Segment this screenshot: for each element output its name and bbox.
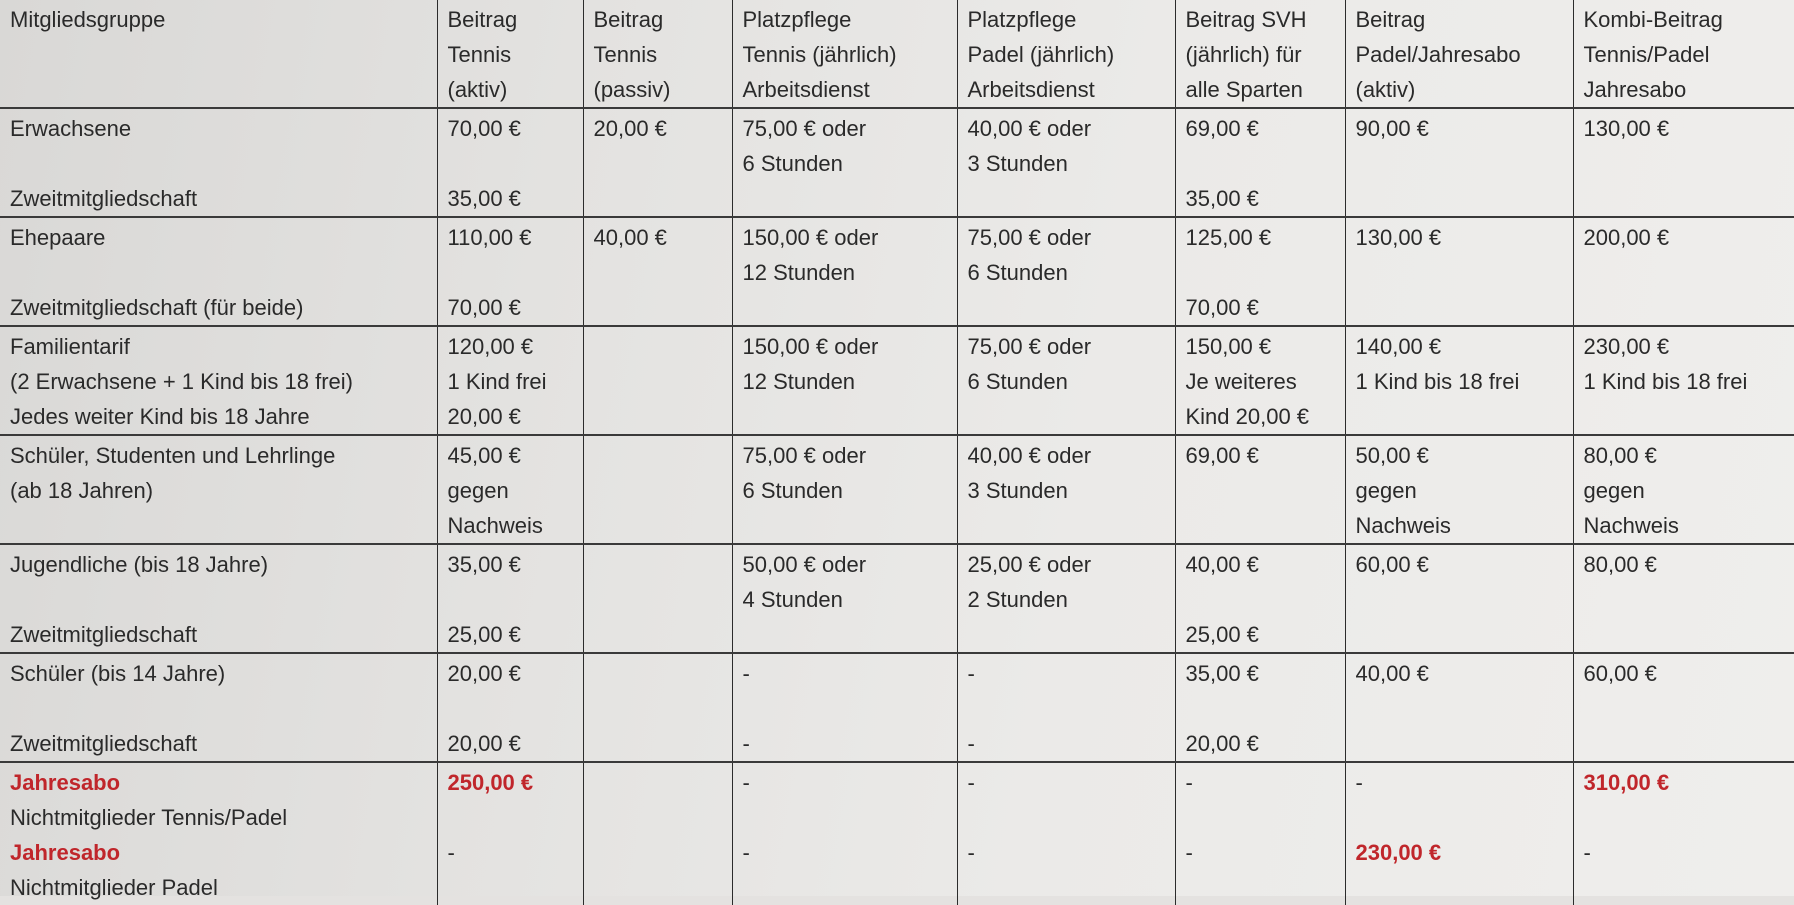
cell-tennis-passiv xyxy=(583,435,732,544)
cell-line: - xyxy=(967,731,975,756)
cell-platzpflege-tennis xyxy=(732,435,957,544)
cell-line: 40,00 € oder xyxy=(967,443,1092,468)
cell-line: Zweitmitgliedschaft xyxy=(10,186,198,211)
cell-platzpflege-tennis xyxy=(732,217,957,326)
header-line: Tennis xyxy=(593,42,658,67)
cell-line: 40,00 € oder xyxy=(967,116,1092,141)
cell-line: 70,00 € xyxy=(1185,295,1259,320)
cell-tennis-aktiv xyxy=(437,435,583,544)
cell-line: 69,00 € xyxy=(1185,443,1259,468)
cell-line xyxy=(594,438,722,473)
cell-padel xyxy=(1345,326,1573,435)
cell-kombi xyxy=(1573,217,1794,326)
header-line: Arbeitsdienst xyxy=(967,77,1095,102)
cell-svh xyxy=(1175,435,1345,544)
cell-group xyxy=(0,108,437,217)
cell-padel xyxy=(1345,217,1573,326)
cell-padel xyxy=(1345,108,1573,217)
table-row-jahresabo xyxy=(0,762,1794,905)
cell-tennis-passiv xyxy=(583,108,732,217)
cell-line: Zweitmitgliedschaft xyxy=(10,622,198,647)
cell-line: Je weiteres xyxy=(1185,369,1297,394)
cell-padel xyxy=(1345,762,1573,905)
cell-svh xyxy=(1175,762,1345,905)
header-line: Beitrag xyxy=(447,7,518,32)
cell-line xyxy=(10,146,427,181)
cell-line xyxy=(594,547,722,582)
cell-line: 35,00 € xyxy=(1185,661,1259,686)
cell-line: 20,00 € xyxy=(593,116,667,141)
cell-platzpflege-padel xyxy=(957,653,1175,762)
cell-line: 35,00 € xyxy=(447,552,521,577)
cell-padel xyxy=(1345,544,1573,653)
cell-line: - xyxy=(1185,840,1193,865)
cell-line: - xyxy=(742,731,750,756)
cell-line: 25,00 € xyxy=(447,622,521,647)
cell-line: Jedes weiter Kind bis 18 Jahre xyxy=(10,404,310,429)
header-beitrag-tennis-aktiv xyxy=(437,0,583,108)
cell-line xyxy=(743,800,947,835)
cell-line: Schüler, Studenten und Lehrlinge xyxy=(10,443,336,468)
cell-line xyxy=(594,656,722,691)
cell-line xyxy=(10,691,427,726)
cell-line: 125,00 € xyxy=(1185,225,1272,250)
cell-group xyxy=(0,762,437,905)
cell-kombi xyxy=(1573,435,1794,544)
cell-line: 80,00 € xyxy=(1583,552,1657,577)
cell-line: Nachweis xyxy=(447,513,543,538)
cell-group xyxy=(0,653,437,762)
header-platzpflege-tennis xyxy=(732,0,957,108)
cell-line: 40,00 € xyxy=(593,225,667,250)
cell-svh xyxy=(1175,544,1345,653)
cell-line: - xyxy=(1355,770,1363,795)
cell-platzpflege-tennis xyxy=(732,544,957,653)
cell-platzpflege-padel xyxy=(957,217,1175,326)
cell-group xyxy=(0,217,437,326)
cell-line: - xyxy=(742,661,750,686)
cell-platzpflege-padel xyxy=(957,108,1175,217)
cell-line: Nachweis xyxy=(1583,513,1679,538)
cell-line: 75,00 € oder xyxy=(742,443,867,468)
cell-line: gegen xyxy=(447,478,509,503)
cell-svh xyxy=(1175,217,1345,326)
cell-line xyxy=(1356,800,1563,835)
cell-platzpflege-padel xyxy=(957,544,1175,653)
cell-line: Kind 20,00 € xyxy=(1185,404,1310,429)
header-platzpflege-padel xyxy=(957,0,1175,108)
cell-line: 150,00 € oder xyxy=(742,225,879,250)
cell-line xyxy=(448,146,573,181)
cell-line-highlight: 230,00 € xyxy=(1355,840,1442,865)
cell-line: 140,00 € xyxy=(1355,334,1442,359)
cell-line xyxy=(743,691,947,726)
cell-line: Erwachsene xyxy=(10,116,132,141)
cell-platzpflege-tennis xyxy=(732,653,957,762)
cell-line: 6 Stunden xyxy=(967,260,1068,285)
cell-line xyxy=(1186,582,1335,617)
cell-tennis-aktiv xyxy=(437,544,583,653)
cell-tennis-passiv xyxy=(583,544,732,653)
header-line: Arbeitsdienst xyxy=(742,77,870,102)
cell-line: 1 Kind bis 18 frei xyxy=(1355,369,1520,394)
cell-line: 40,00 € xyxy=(1355,661,1429,686)
cell-line: 150,00 € oder xyxy=(742,334,879,359)
cell-line xyxy=(448,582,573,617)
cell-line: 12 Stunden xyxy=(742,369,856,394)
header-beitrag-padel xyxy=(1345,0,1573,108)
header-line: Tennis (jährlich) xyxy=(742,42,897,67)
header-line: Tennis/Padel xyxy=(1583,42,1710,67)
cell-line: Zweitmitgliedschaft xyxy=(10,731,198,756)
cell-line: 45,00 € xyxy=(447,443,521,468)
cell-line: 1 Kind bis 18 frei xyxy=(1583,369,1748,394)
cell-line: 70,00 € xyxy=(447,295,521,320)
cell-line: - xyxy=(967,661,975,686)
cell-platzpflege-tennis xyxy=(732,108,957,217)
cell-padel xyxy=(1345,435,1573,544)
cell-line: - xyxy=(967,770,975,795)
cell-platzpflege-padel xyxy=(957,326,1175,435)
header-line: Beitrag xyxy=(593,7,664,32)
header-line: Beitrag xyxy=(1355,7,1426,32)
cell-line: (ab 18 Jahren) xyxy=(10,478,154,503)
cell-padel xyxy=(1345,653,1573,762)
cell-tennis-passiv xyxy=(583,217,732,326)
cell-line xyxy=(1186,146,1335,181)
cell-line: 70,00 € xyxy=(447,116,521,141)
cell-line: gegen xyxy=(1583,478,1645,503)
cell-tennis-aktiv xyxy=(437,217,583,326)
header-line: (passiv) xyxy=(593,77,671,102)
cell-line: 35,00 € xyxy=(1185,186,1259,211)
cell-line xyxy=(1186,255,1335,290)
cell-line: 120,00 € xyxy=(447,334,534,359)
cell-line: 60,00 € xyxy=(1355,552,1429,577)
cell-line-highlight: Jahresabo xyxy=(10,770,121,795)
cell-line xyxy=(968,800,1165,835)
cell-line: 230,00 € xyxy=(1583,334,1670,359)
cell-line xyxy=(594,765,722,800)
cell-kombi xyxy=(1573,108,1794,217)
cell-line: - xyxy=(1185,770,1193,795)
header-line: Platzpflege xyxy=(742,7,852,32)
cell-line: 69,00 € xyxy=(1185,116,1259,141)
table-row-jugendliche xyxy=(0,544,1794,653)
cell-line: 60,00 € xyxy=(1583,661,1657,686)
cell-line: 80,00 € xyxy=(1583,443,1657,468)
cell-tennis-passiv xyxy=(583,326,732,435)
cell-line: - xyxy=(967,840,975,865)
cell-kombi xyxy=(1573,326,1794,435)
cell-line: 35,00 € xyxy=(447,186,521,211)
header-line: Platzpflege xyxy=(967,7,1077,32)
table-row-schueler-studenten xyxy=(0,435,1794,544)
cell-line-highlight: 250,00 € xyxy=(447,770,534,795)
cell-platzpflege-tennis xyxy=(732,762,957,905)
cell-line: Familientarif xyxy=(10,334,130,359)
cell-line: 75,00 € oder xyxy=(967,334,1092,359)
header-line: (jährlich) für xyxy=(1185,42,1302,67)
cell-line: 6 Stunden xyxy=(967,369,1068,394)
header-line: Beitrag SVH xyxy=(1185,7,1307,32)
cell-line: 1 Kind frei xyxy=(447,369,547,394)
cell-line: 200,00 € xyxy=(1583,225,1670,250)
cell-line xyxy=(1584,800,1785,835)
cell-platzpflege-padel xyxy=(957,762,1175,905)
cell-line: 130,00 € xyxy=(1583,116,1670,141)
cell-platzpflege-padel xyxy=(957,435,1175,544)
cell-platzpflege-tennis xyxy=(732,326,957,435)
cell-line: Nichtmitglieder Padel xyxy=(10,875,218,900)
header-mitgliedsgruppe xyxy=(0,0,437,108)
cell-line: Zweitmitgliedschaft (für beide) xyxy=(10,295,304,320)
cell-line: 110,00 € xyxy=(447,225,532,250)
cell-line: 6 Stunden xyxy=(742,151,843,176)
header-line: (aktiv) xyxy=(447,77,508,102)
cell-line xyxy=(448,255,573,290)
cell-line: - xyxy=(447,840,455,865)
header-line: Mitgliedsgruppe xyxy=(10,7,166,32)
cell-line-highlight: Jahresabo xyxy=(10,840,121,865)
header-kombi-beitrag xyxy=(1573,0,1794,108)
cell-line xyxy=(10,255,427,290)
header-line: Padel/Jahresabo xyxy=(1355,42,1521,67)
cell-line: Jugendliche (bis 18 Jahre) xyxy=(10,552,269,577)
cell-line: 2 Stunden xyxy=(967,587,1068,612)
table-row-schueler xyxy=(0,653,1794,762)
cell-line: 3 Stunden xyxy=(967,151,1068,176)
cell-line: 90,00 € xyxy=(1355,116,1429,141)
header-line: alle Sparten xyxy=(1185,77,1303,102)
cell-kombi xyxy=(1573,544,1794,653)
cell-line: 50,00 € xyxy=(1355,443,1429,468)
header-beitrag-svh xyxy=(1175,0,1345,108)
cell-line-highlight: 310,00 € xyxy=(1583,770,1670,795)
cell-line xyxy=(968,691,1165,726)
header-beitrag-tennis-passiv xyxy=(583,0,732,108)
cell-line: 20,00 € xyxy=(447,731,521,756)
cell-line: Schüler (bis 14 Jahre) xyxy=(10,661,226,686)
cell-line: 75,00 € oder xyxy=(742,116,867,141)
cell-line: Ehepaare xyxy=(10,225,106,250)
cell-svh xyxy=(1175,326,1345,435)
cell-group xyxy=(0,435,437,544)
cell-tennis-passiv xyxy=(583,762,732,905)
cell-line xyxy=(1186,800,1335,835)
cell-line: 150,00 € xyxy=(1185,334,1272,359)
cell-line: 3 Stunden xyxy=(967,478,1068,503)
cell-svh xyxy=(1175,653,1345,762)
cell-line xyxy=(448,800,573,835)
cell-tennis-aktiv xyxy=(437,108,583,217)
cell-tennis-aktiv xyxy=(437,762,583,905)
header-line: (aktiv) xyxy=(1355,77,1416,102)
cell-line: - xyxy=(742,840,750,865)
cell-tennis-aktiv xyxy=(437,326,583,435)
header-line: Kombi-Beitrag xyxy=(1583,7,1723,32)
cell-tennis-passiv xyxy=(583,653,732,762)
cell-kombi xyxy=(1573,762,1794,905)
cell-group xyxy=(0,544,437,653)
table-row-ehepaare xyxy=(0,217,1794,326)
cell-line: 40,00 € xyxy=(1185,552,1259,577)
cell-line: - xyxy=(742,770,750,795)
cell-line: gegen xyxy=(1355,478,1417,503)
cell-line: Nichtmitglieder Tennis/Padel xyxy=(10,805,288,830)
cell-tennis-aktiv xyxy=(437,653,583,762)
cell-line: 50,00 € oder xyxy=(742,552,867,577)
cell-line: 25,00 € xyxy=(1185,622,1259,647)
table-row-erwachsene xyxy=(0,108,1794,217)
header-line: Jahresabo xyxy=(1583,77,1687,102)
cell-line: 25,00 € oder xyxy=(967,552,1092,577)
cell-line: 75,00 € oder xyxy=(967,225,1092,250)
header-row xyxy=(0,0,1794,108)
cell-svh xyxy=(1175,108,1345,217)
cell-line: Nachweis xyxy=(1355,513,1451,538)
cell-line: 20,00 € xyxy=(1185,731,1259,756)
cell-line: 20,00 € xyxy=(447,404,521,429)
cell-line xyxy=(10,582,427,617)
cell-group xyxy=(0,326,437,435)
header-line: Padel (jährlich) xyxy=(967,42,1115,67)
cell-line: 20,00 € xyxy=(447,661,521,686)
cell-kombi xyxy=(1573,653,1794,762)
cell-line: 12 Stunden xyxy=(742,260,856,285)
cell-line xyxy=(1186,691,1335,726)
cell-line: - xyxy=(1583,840,1591,865)
cell-line: 4 Stunden xyxy=(742,587,843,612)
cell-line: 130,00 € xyxy=(1355,225,1442,250)
table-row-familientarif xyxy=(0,326,1794,435)
cell-line xyxy=(448,691,573,726)
cell-line: 6 Stunden xyxy=(742,478,843,503)
cell-line: (2 Erwachsene + 1 Kind bis 18 frei) xyxy=(10,369,354,394)
header-line: Tennis xyxy=(447,42,512,67)
cell-line xyxy=(594,329,722,364)
